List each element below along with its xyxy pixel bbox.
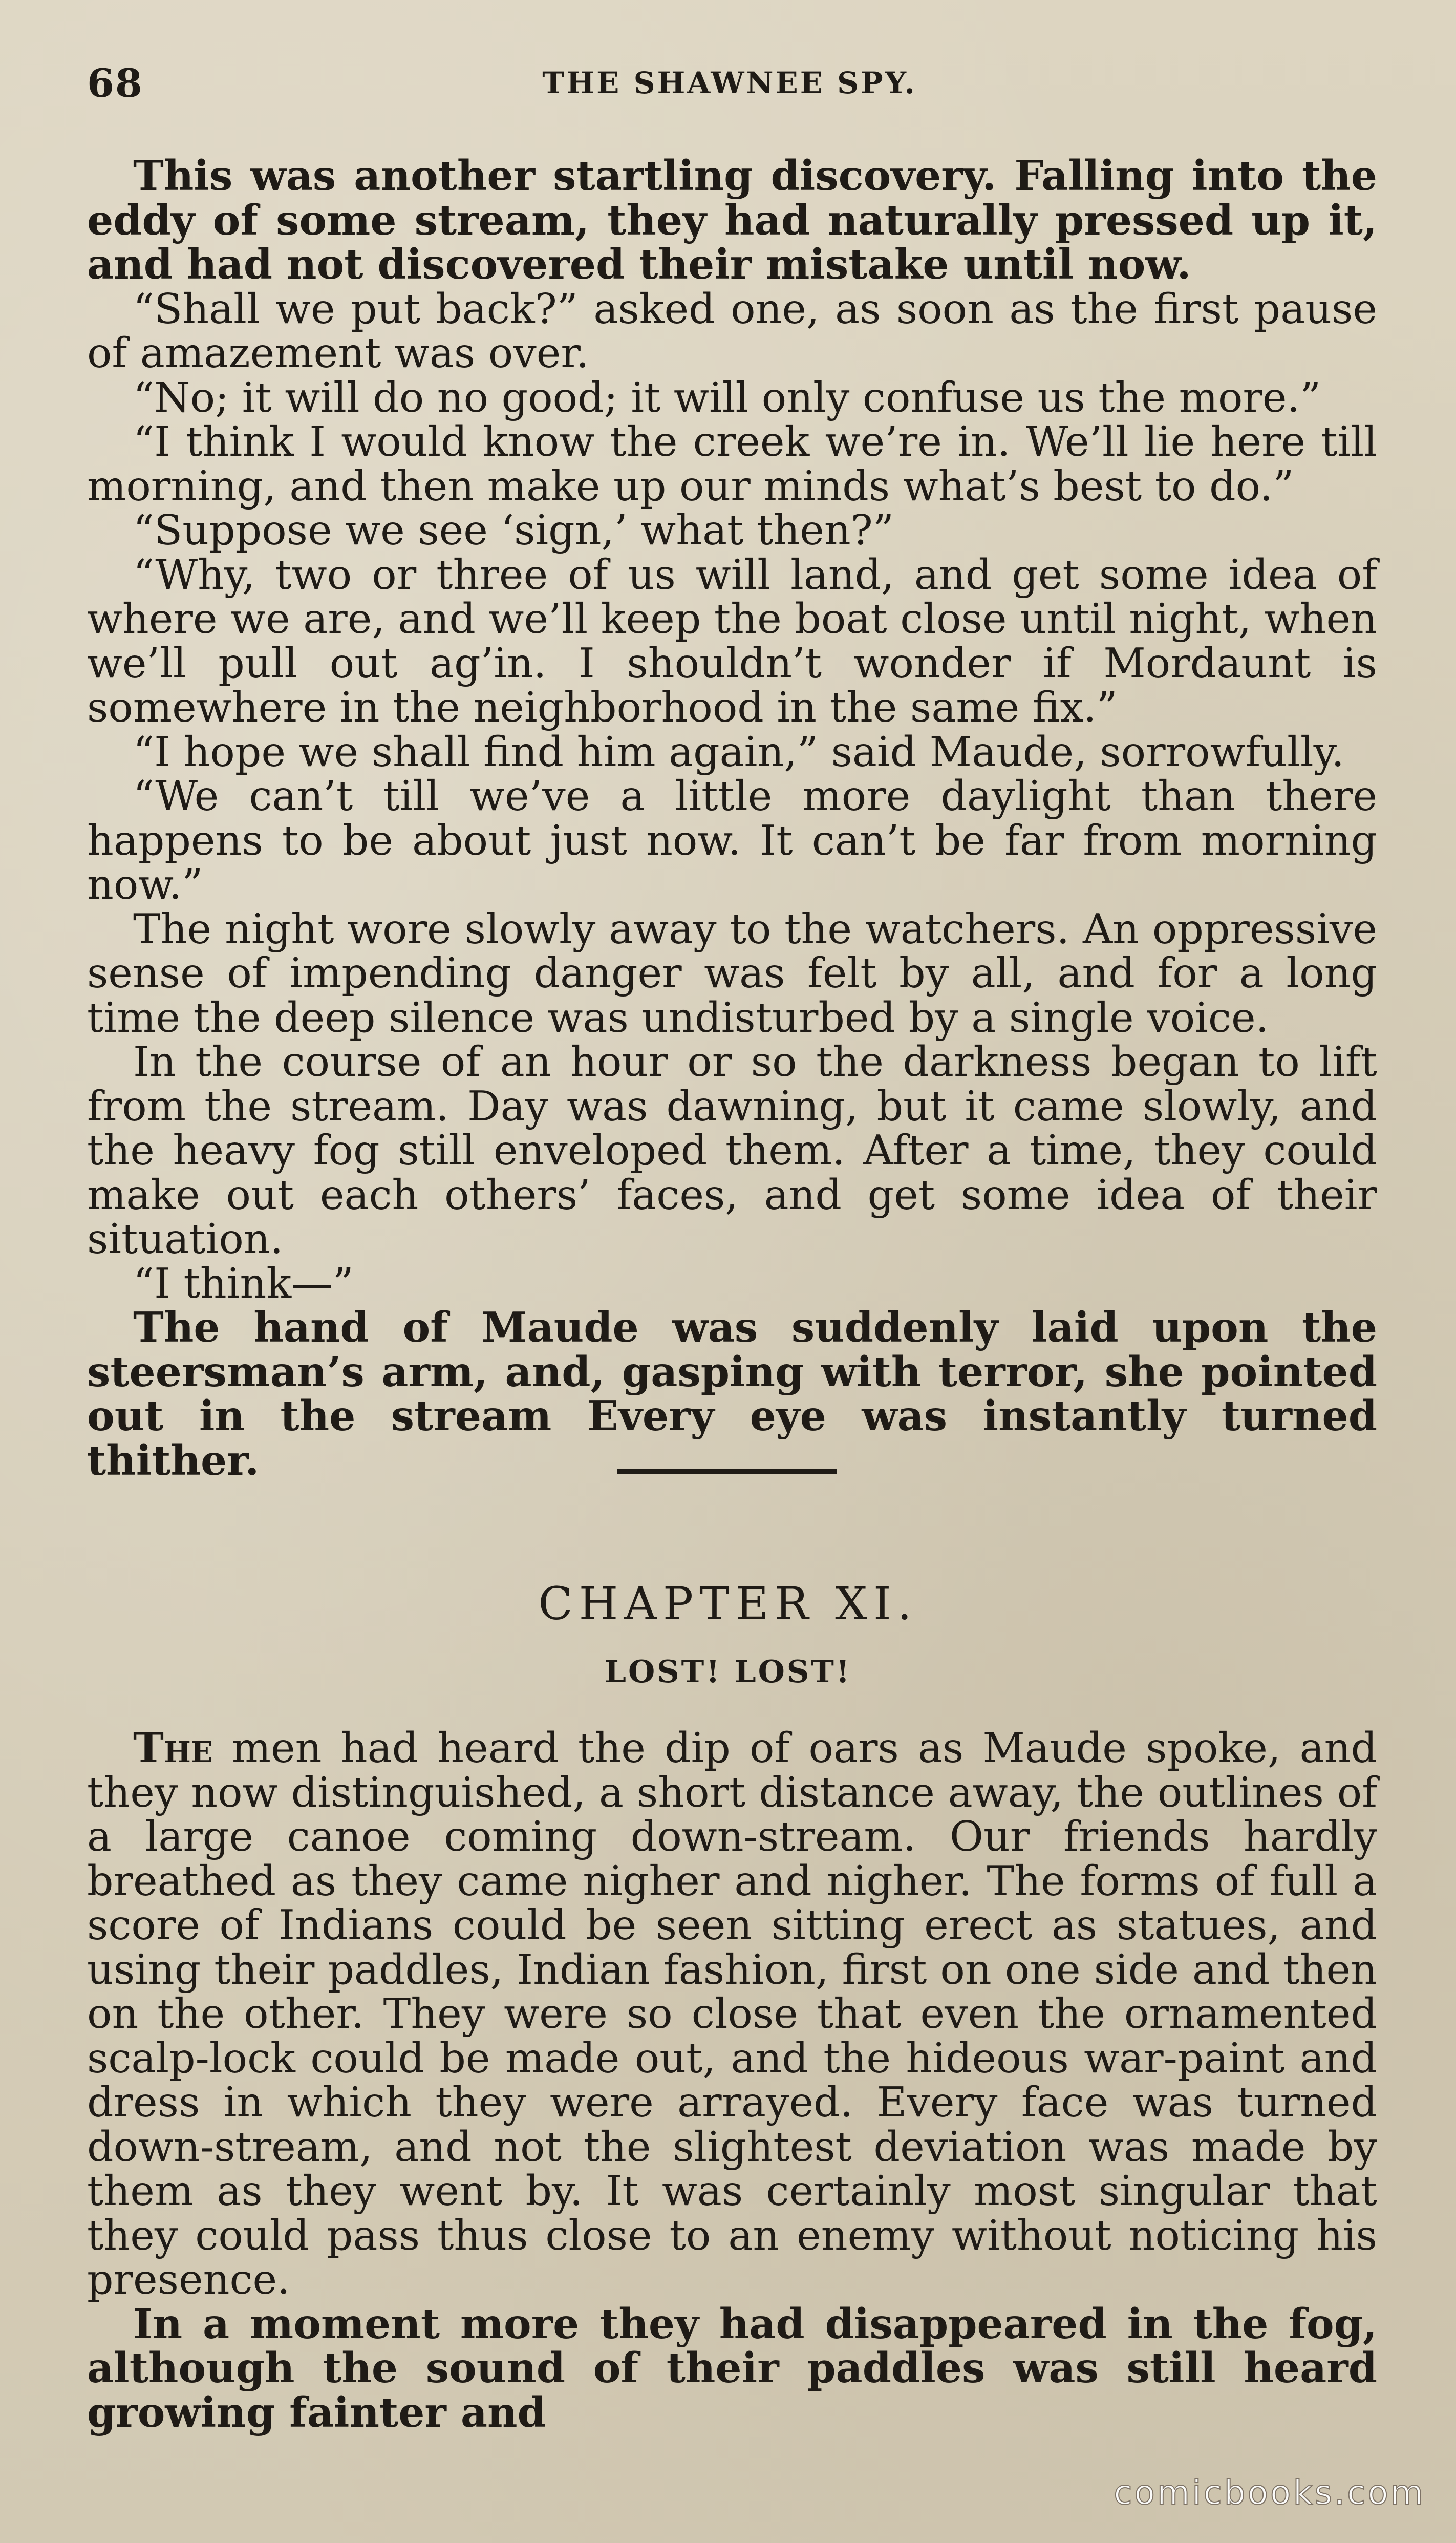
chapter-heading: CHAPTER XI. xyxy=(538,1577,918,1630)
paragraph-text: men had heard the dip of oars as Maude spoke, and they now distinguished, a short distance away, the outlines of a large canoe coming down-stream. Our friends hardly breathed as they came nigher and nigher. The forms of full a score of Indians could be seen sitting erect as statues, and using their paddles, Indian fashion, first on one side and then on the other. They were so close that even the ornamented scalp-lock could be made out, and the hideous war-paint and dress in which they were arrayed. Every face was turned down-stream, and not the slightest deviation was made by them as they went by. It was certainly most singular that they could pass thus close to an enemy without noticing his presence. xyxy=(87,1724,1377,2303)
watermark: comicbooks.com xyxy=(1114,2473,1425,2512)
paragraph xyxy=(87,1723,1377,2303)
paragraph: “I hope we shall find him again,” said Maude, sorrowfully. xyxy=(133,727,1344,776)
opening-word: The xyxy=(133,1723,213,1772)
running-title: THE SHAWNEE SPY. xyxy=(542,66,917,100)
paragraph: The hand of Maude was suddenly laid upon the steersman’s arm, and, gasping with terror, she pointed out in the stream Every eye was instantly turned thither. xyxy=(87,1303,1377,1485)
text-before-chapter xyxy=(87,151,1377,1485)
paragraph: “Why, two or three of us will land, and get some idea of where we are, and we’ll keep the boat close until night, when we’ll pull out ag’in. I shouldn’t wonder if Mordaunt is somewhere in the neighborhood in the same fix.” xyxy=(87,550,1377,731)
paragraph: In the course of an hour or so the darkness began to lift from the stream. Day was dawning, but it came slowly, and the heavy fog still enveloped them. After a time, they could make out each others’ faces, and get some idea of their situation. xyxy=(87,1037,1377,1263)
paragraph: “Suppose we see ‘sign,’ what then?” xyxy=(133,506,894,554)
text-after-chapter xyxy=(87,1723,1377,2436)
paragraph: This was another startling discovery. Falling into the eddy of some stream, they had naturally pressed up it, and had not discovered their mistake until now. xyxy=(87,151,1377,288)
paragraph: The night wore slowly away to the watchers. An oppressive sense of impending danger was felt by all, and for a long time the deep silence was undisturbed by a single voice. xyxy=(87,904,1377,1042)
paragraph: “I think—” xyxy=(133,1259,354,1307)
section-divider xyxy=(617,1469,837,1474)
paragraph: “We can’t till we’ve a little more daylight than there happens to be about just now. It can’t be far from morning now.” xyxy=(87,772,1377,908)
paragraph: “I think I would know the creek we’re in. We’ll lie here till morning, and then make up our minds what’s best to do.” xyxy=(87,417,1377,510)
paragraph: “Shall we put back?” asked one, as soon as the first pause of amazement was over. xyxy=(87,284,1377,377)
chapter-subtitle: LOST! LOST! xyxy=(604,1654,852,1690)
paragraph: “No; it will do no good; it will only confuse us the more.” xyxy=(133,373,1321,421)
paragraph: In a moment more they had disappeared in the fog, although the sound of their paddles was still heard growing fainter and xyxy=(87,2299,1377,2436)
page-header xyxy=(87,60,1372,117)
page-number: 68 xyxy=(87,60,143,106)
